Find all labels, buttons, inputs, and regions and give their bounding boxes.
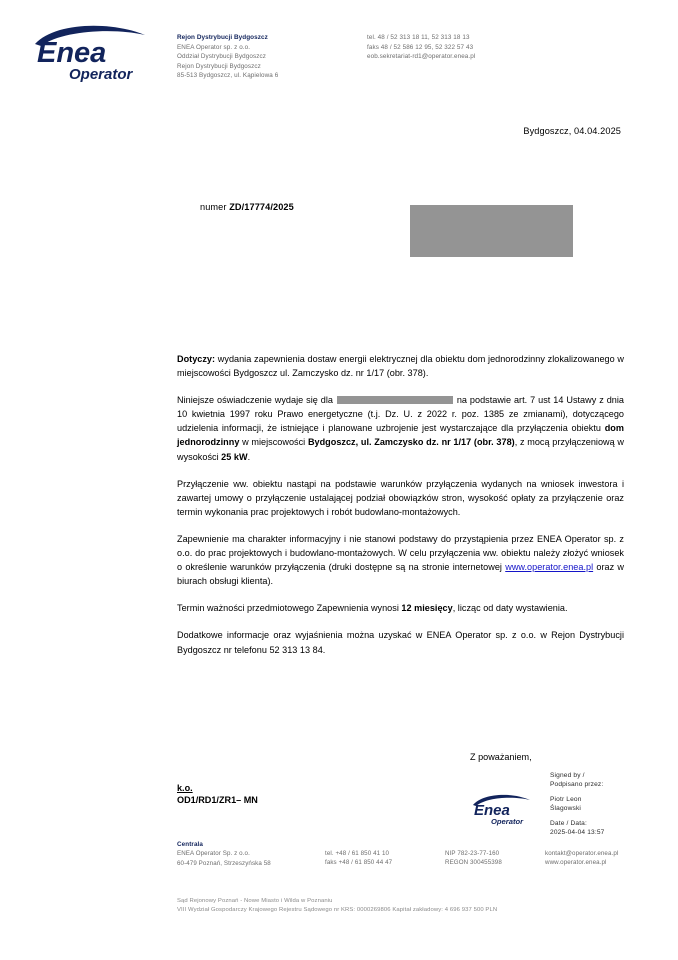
footer-web-column	[545, 849, 665, 868]
header-address-line-4: 85-513 Bydgoszcz, ul. Kąpielowa 6	[177, 72, 279, 80]
signed-by-label-pl: Podpisano przez:	[550, 780, 604, 788]
declaration-text-b: na podstawie art. 7 ust 14 Ustawy z dnia 10 kwietnia 1997 roku Prawo energetyczne (t.j. Dz. U. z 2022 r. poz. 1385 ze zmianami), dotyczącego udzielenia informacji, że istniejące i planowane uzbrojenie jest wystarczające dla przyłączenia obiektu	[177, 395, 624, 434]
signature-date-label: Date / Data:	[550, 820, 587, 828]
footer-website: www.operator.enea.pl	[545, 859, 607, 867]
paragraph-connection-terms: Przyłączenie ww. obiektu nastąpi na podstawie warunków przyłączenia wydanych na wniosek inwestora i zawartej umowy o przyłączenie ustalającej podział obowiązków stron, wysokość opłaty za przyłączenie oraz termin wykonania prac projektowych i robót budowlano-montażowych.	[177, 478, 624, 517]
validity-text-a: Termin ważności przedmiotowego Zapewnienia wynosi	[177, 603, 402, 614]
digital-signature-panel	[472, 772, 672, 850]
declaration-text-c: w miejscowości	[239, 437, 308, 448]
header-address-line-1: ENEA Operator sp. z o.o.	[177, 43, 251, 51]
paragraph-informational	[177, 532, 624, 588]
header-address-block	[177, 33, 357, 81]
document-number-label: numer	[200, 202, 227, 212]
clerk-reference-block	[177, 783, 258, 806]
signature-date-value: 2025-04-04 13:57	[550, 828, 605, 836]
informational-text-a: Zapewnienie ma charakter informacyjny i nie stanowi podstawy do przystąpienia przez ENEA Operator sp. z o.o. do prac projektowych i budowlano-montażowych. W celu przyłączenia ww. obiektu należy złożyć wniosek o określenie warunków przyłączenia (druki dostępne są na stronie internetowej	[177, 533, 624, 573]
signed-by-group	[550, 772, 670, 789]
recipient-redaction-block	[410, 205, 573, 257]
paragraph-subject	[177, 352, 624, 380]
informational-text-b: oraz w biurach obsługi klienta).	[177, 562, 625, 587]
header-email: eob.sekretariat-rd1@operator.enea.pl	[367, 53, 476, 61]
paragraph-declaration	[177, 393, 624, 463]
header-phone: tel. 48 / 52 313 18 11, 52 313 18 13	[367, 34, 470, 41]
svg-text:Operator: Operator	[69, 66, 133, 82]
footer-company-name: ENEA Operator Sp. z o.o.	[177, 850, 250, 858]
clerk-unit-code: OD1/RD1/ZR1– MN	[177, 794, 258, 805]
footer-email: kontakt@operator.enea.pl	[545, 850, 619, 857]
signed-by-label-en: Signed by /	[550, 772, 585, 779]
footer-tel: tel. +48 / 61 850 41 10	[325, 850, 390, 857]
validity-period: 12 miesięcy	[401, 603, 453, 614]
closing-regards: Z poważaniem,	[470, 752, 532, 762]
paragraph-additional-info: Dodatkowe informacje oraz wyjaśnienia można uzyskać w ENEA Operator sp. z o.o. w Rejon Dystrybucji Bydgoszcz nr telefonu 52 313 13 84.	[177, 630, 624, 655]
footer-legal-line-1: Sąd Rejonowy Poznań - Nowe Miasto i Wilda w Poznaniu	[177, 898, 333, 904]
header-address-title: Rejon Dystrybucji Bydgoszcz	[177, 34, 268, 41]
svg-text:Enea: Enea	[37, 37, 107, 69]
document-number	[200, 202, 294, 212]
letterhead	[0, 0, 678, 100]
footer-company-address: 60-479 Poznań, Strzeszyńska 58	[177, 859, 271, 867]
letter-body	[177, 352, 624, 670]
paragraph-validity	[177, 601, 624, 615]
signature-enea-logo	[472, 794, 538, 826]
declaration-text-d: , z mocą przyłączeniową w wysokości	[177, 437, 625, 462]
footer-phone-column	[325, 849, 435, 868]
signer-first-name: Piotr Leon	[550, 796, 582, 804]
declaration-text-a: Niniejsze oświadczenie wydaje się dla	[177, 395, 336, 406]
enea-operator-logo	[33, 24, 163, 82]
footer-regon: REGON 300455398	[445, 859, 502, 867]
declaration-location: Bydgoszcz, ul. Zamczysko dz. nr 1/17 (obr. 378)	[307, 437, 515, 448]
signature-metadata	[550, 772, 670, 838]
place-and-date: Bydgoszcz, 04.04.2025	[523, 126, 621, 136]
footer-nip: NIP 782-23-77-160	[445, 850, 500, 857]
enea-logo-small-icon	[472, 794, 538, 826]
subject-label: Dotyczy:	[177, 354, 216, 364]
enea-logo-icon	[33, 24, 163, 82]
svg-text:Enea: Enea	[474, 802, 510, 819]
header-contact-block	[367, 33, 617, 62]
header-address-line-3: Rejon Dystrybucji Bydgoszcz	[177, 62, 261, 70]
header-address-line-2: Oddział Dystrybucji Bydgoszcz	[177, 53, 266, 61]
validity-text-b: , licząc od daty wystawienia.	[452, 603, 568, 614]
subject-text: wydania zapewnienia dostaw energii elektrycznej dla obiektu dom jednorodzinny zlokalizowanego w miejscowości Bydgoszcz ul. Zamczysko dz. nr 1/17 (obr. 378).	[177, 354, 624, 379]
clerk-ko-label: k.o.	[177, 783, 193, 793]
footer-company-column	[177, 840, 337, 868]
footer-title: Centrala	[177, 841, 203, 848]
footer-legal-block	[177, 897, 647, 915]
inline-redaction	[337, 396, 453, 404]
footer-registry-column	[445, 849, 555, 868]
declaration-text-e: .	[247, 451, 251, 462]
header-fax: faks 48 / 52 586 12 95, 52 322 57 43	[367, 43, 474, 51]
declaration-power: 25 kW	[221, 451, 248, 462]
footer-legal-line-2: VIII Wydział Gospodarczy Krajowego Rejestru Sądowego nr KRS: 0000269806 Kapitał zakładowy: 4 696 937 500 PLN	[177, 907, 498, 913]
document-number-value: ZD/17774/2025	[229, 202, 294, 212]
operator-website-link[interactable]: www.operator.enea.pl	[505, 562, 594, 573]
signer-last-name: Ślagowski	[550, 804, 582, 812]
signer-name-group	[550, 796, 670, 813]
declaration-object-type: dom jednorodzinny	[177, 423, 624, 448]
svg-text:Operator: Operator	[491, 817, 524, 826]
signature-date-group	[550, 820, 670, 837]
footer-fax: faks +48 / 61 850 44 47	[325, 859, 393, 867]
